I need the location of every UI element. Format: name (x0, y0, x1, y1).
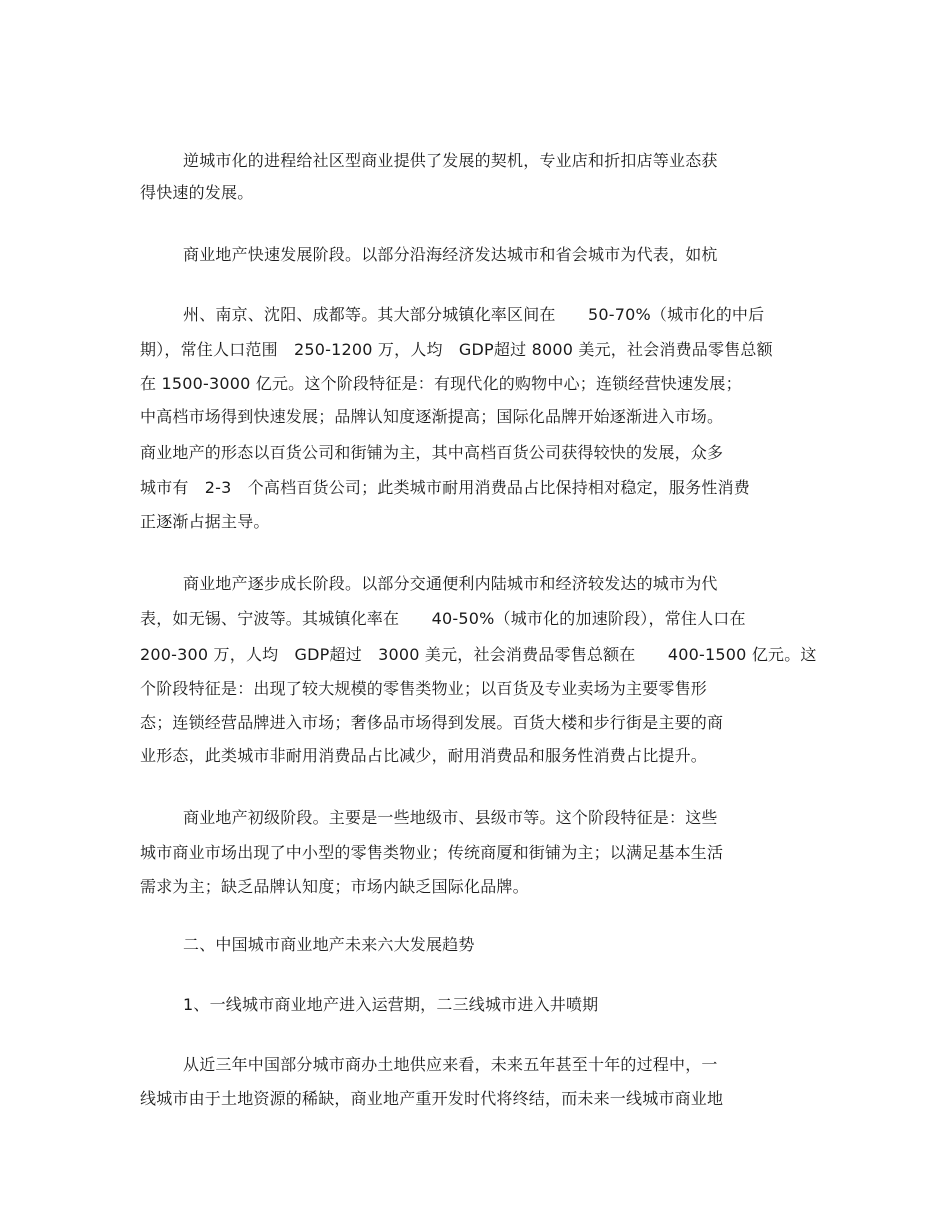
text-line: 得快速的发展。 (140, 183, 254, 202)
text-line: 态；连锁经营品牌进入市场；奢侈品市场得到发展。百货大楼和步行街是主要的商 (140, 713, 724, 732)
section-heading: 二、中国城市商业地产未来六大发展趋势 (183, 935, 475, 954)
text-line: 正逐渐占据主导。 (140, 512, 270, 531)
text-line: 城市商业市场出现了中小型的零售类物业；传统商厦和街铺为主；以满足基本生活 (140, 843, 724, 862)
text-line: 从近三年中国部分城市商办土地供应来看，未来五年甚至十年的过程中，一 (183, 1055, 718, 1074)
text-line: 商业地产初级阶段。主要是一些地级市、县级市等。这个阶段特征是：这些 (183, 808, 718, 827)
text-line: 线城市由于土地资源的稀缺，商业地产重开发时代将终结，而未来一线城市商业地 (140, 1089, 724, 1108)
text-line: 中高档市场得到快速发展；品牌认知度逐渐提高；国际化品牌开始逐渐进入市场。 (140, 407, 724, 426)
text-line: 个阶段特征是：出现了较大规模的零售类物业；以百货及专业卖场为主要零售形 (140, 679, 708, 698)
subsection-heading: 1、一线城市商业地产进入运营期，二三线城市进入井喷期 (183, 995, 599, 1014)
text-line: 需求为主；缺乏品牌认知度；市场内缺乏国际化品牌。 (140, 877, 529, 896)
text-line: 商业地产的形态以百货公司和街铺为主，其中高档百货公司获得较快的发展，众多 (140, 443, 724, 462)
text-line: 商业地产快速发展阶段。以部分沿海经济发达城市和省会城市为代表，如杭 (183, 245, 718, 264)
text-line: 200-300 万，人均 GDP超过 3000 美元，社会消费品零售总额在 400-1500 亿元。这 (140, 645, 817, 664)
text-line: 商业地产逐步成长阶段。以部分交通便利内陆城市和经济较发达的城市为代 (183, 574, 718, 593)
text-line: 业形态，此类城市非耐用消费品占比减少，耐用消费品和服务性消费占比提升。 (140, 746, 708, 765)
text-line: 表，如无锡、宁波等。其城镇化率在 40-50%（城市化的加速阶段），常住人口在 (140, 609, 746, 628)
text-line: 城市有 2-3 个高档百货公司；此类城市耐用消费品占比保持相对稳定，服务性消费 (140, 478, 750, 497)
text-line: 州、南京、沈阳、成都等。其大部分城镇化率区间在 50-70%（城市化的中后 (183, 305, 765, 324)
text-line: 期），常住人口范围 250-1200 万，人均 GDP超过 8000 美元，社会消费品零售总额 (140, 340, 773, 359)
text-line: 在 1500-3000 亿元。这个阶段特征是：有现代化的购物中心；连锁经营快速发展； (140, 374, 742, 393)
text-line: 逆城市化的进程给社区型商业提供了发展的契机，专业店和折扣店等业态获 (183, 151, 718, 170)
